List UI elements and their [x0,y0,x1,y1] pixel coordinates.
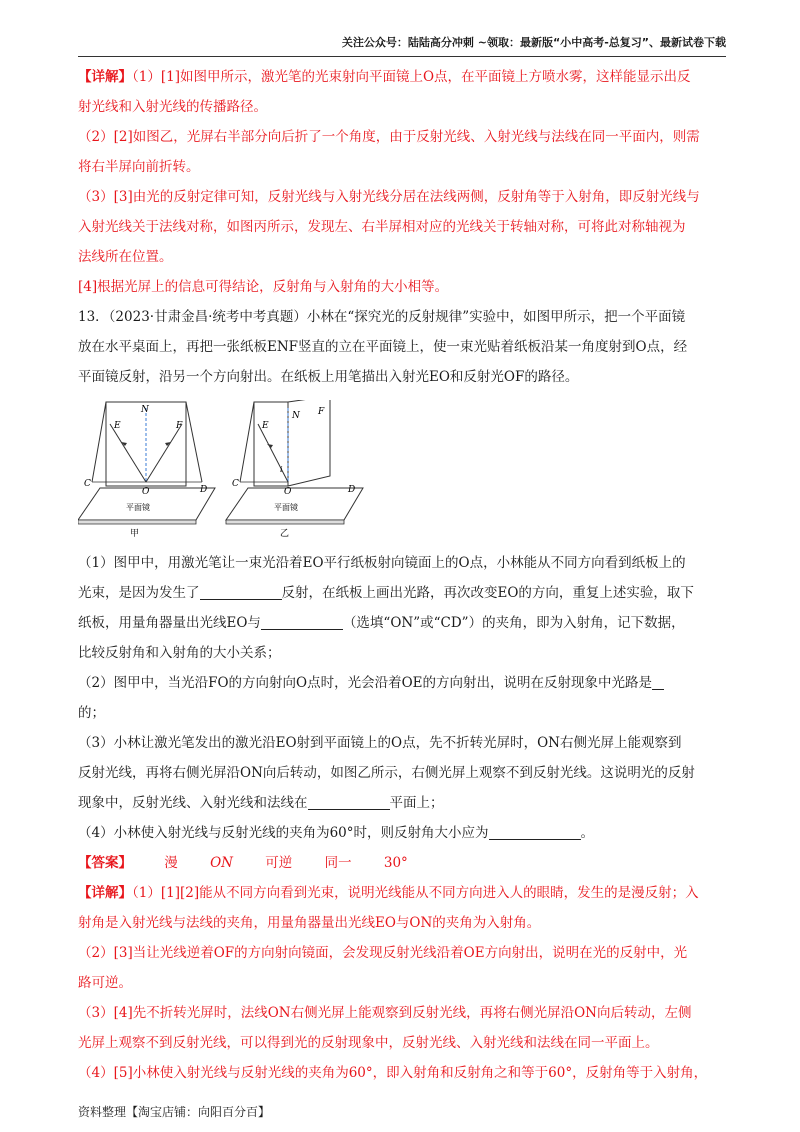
answer-blank-3[interactable] [652,673,664,690]
caption-yi: 乙 [280,529,290,538]
part-line: 比较反射角和入射角的大小关系； [78,645,281,661]
answer-tag: 【答案】 [78,855,132,871]
answer-row [78,848,728,878]
detail-section-2 [78,878,728,1088]
detail-line: 法线所在位置。 [78,249,173,265]
answer-blank-1[interactable] [200,583,282,600]
label-N-b: N [292,411,300,421]
reflection-diagram [78,400,378,538]
part-line: 的； [78,705,105,721]
detail-line: 【详解】（1）[1]如图甲所示，激光笔的光束射向平面镜上O点，在平面镜上方喷水雾，这样能显示出反 [78,69,691,85]
label-C-a: C [84,479,91,489]
detail-tag: 【详解】 [78,69,132,85]
label-E-a: E [114,421,121,431]
part-line: 反射光线，再将右侧光屏沿ON向后转动，如图乙所示，右侧光屏上观察不到反射光线。这说明光的反射 [78,765,695,781]
part-line: （4）小林使入射光线与反射光线的夹角为60°时，则反射角大小应为 。 [78,825,595,841]
page-header [78,34,726,57]
label-i-b: i [280,465,283,474]
label-C-b: C [232,479,239,489]
part-line: （3）小林让激光笔发出的激光沿EO射到平面镜上的O点，先不折转光屏时，ON右侧光屏上能观察到 [78,735,682,751]
answer-blank-4[interactable] [308,793,390,810]
detail-line: （2）[3]当让光线逆着OF的方向射向镜面，会发现反射光线沿着OE方向射出，说明在光的反射中，光 [78,945,688,961]
label-D-b: D [348,485,356,495]
detail-line: 路可逆。 [78,975,132,991]
detail-line: （2）[2]如图乙，光屏右半部分向后折了一个角度，由于反射光线、入射光线与法线在同一平面内，则需 [78,129,700,145]
question-line: 13．（2023·甘肃金昌·统考中考真题）小林在“探究光的反射规律”实验中，如图甲所示，把一个平面镜 [78,309,686,325]
answer-3: 可逆 [265,855,293,871]
label-O-b: O [284,487,292,497]
part-line: 纸板，用量角器量出光线EO与 （选填“ON”或“CD”）的夹角，即为入射角，记下数据， [78,615,685,631]
paper-board-left-b [254,402,288,486]
detail-line: （4）[5]小林使入射光线与反射光线的夹角为60°，即入射角和反射角之和等于60°，反射角等于入射角， [78,1065,708,1081]
experiment-figure [78,400,728,538]
detail-line: 入射光线关于法线对称，如图丙所示，发现左、右半屏相对应的光线关于转轴对称，可将此对称轴视为 [78,219,686,235]
answer-2: ON [210,855,233,871]
mirror-label-b: 平面镜 [274,503,298,512]
header-text: 关注公众号：陆陆高分冲刺 ~领取：最新版“小中高考-总复习”、最新试卷下载 [341,36,726,49]
caption-jia: 甲 [130,529,140,538]
detail-line: 射光线和入射光线的传播路径。 [78,99,267,115]
detail-line: 光屏上观察不到反射光线，可以得到光的反射现象中，反射光线、入射光线和法线在同一平面上。 [78,1035,659,1051]
question-line: 放在水平桌面上，再把一张纸板ENF竖直的立在平面镜上，使一束光贴着纸板沿某一角度射到O点，经 [78,339,688,355]
question-parts [78,548,728,848]
mirror-edge-b [226,520,344,524]
answer-1: 漫 [164,855,178,871]
detail-line: （3）[4]先不折转光屏时，法线ON右侧光屏上能观察到反射光线，再将右侧光屏沿ON向后转动，左侧 [78,1005,692,1021]
part-line: （2）图甲中，当光沿FO的方向射向O点时，光会沿着OE的方向射出，说明在反射现象中光路是 [78,668,728,698]
answer-blank-5[interactable] [489,823,581,840]
detail-line: [4]根据光屏上的信息可得结论，反射角与入射角的大小相等。 [78,279,449,295]
page-content [78,62,728,1088]
answer-blank-2[interactable] [261,613,343,630]
detail-section-1 [78,62,728,302]
label-N-a: N [141,405,149,415]
answer-4: 同一 [324,855,352,871]
footer-text: 资料整理【淘宝店铺：向阳百分百】 [78,1105,271,1119]
detail-line: （3）[3]由光的反射定律可知，反射光线与入射光线分居在法线两侧，反射角等于入射角，即反射光线与 [78,189,700,205]
label-D-a: D [200,485,208,495]
label-O-a: O [142,487,150,497]
label-E-b: E [262,421,269,431]
detail-tag: 【详解】 [78,885,132,901]
part-line: （1）图甲中，用激光笔让一束光沿着EO平行纸板射向镜面上的O点，小林能从不同方向看到纸板上的 [78,555,686,571]
mirror-label-a: 平面镜 [126,503,150,512]
detail-line: 将右半屏向前折转。 [78,159,200,175]
label-F-a: F [176,421,183,431]
page-footer [78,1103,270,1120]
question-13 [78,302,728,392]
mirror-edge-a [78,520,196,524]
part-line: 现象中，反射光线、入射光线和法线在 平面上； [78,795,444,811]
detail-line: 射角是入射光线与法线的夹角，用量角器量出光线EO与ON的夹角为入射角。 [78,915,541,931]
question-line: 平面镜反射，沿另一个方向射出。在纸板上用笔描出入射光EO和反射光OF的路径。 [78,369,579,385]
part-line: 光束，是因为发生了 反射，在纸板上画出光路，再次改变EO的方向，重复上述实验，取下 [78,585,694,601]
detail-line: 【详解】（1）[1][2]能从不同方向看到光束，说明光线能从不同方向进入人的眼睛，发生的是漫反射；入 [78,885,699,901]
answer-5: 30° [383,855,408,871]
label-F-b: F [318,407,325,417]
